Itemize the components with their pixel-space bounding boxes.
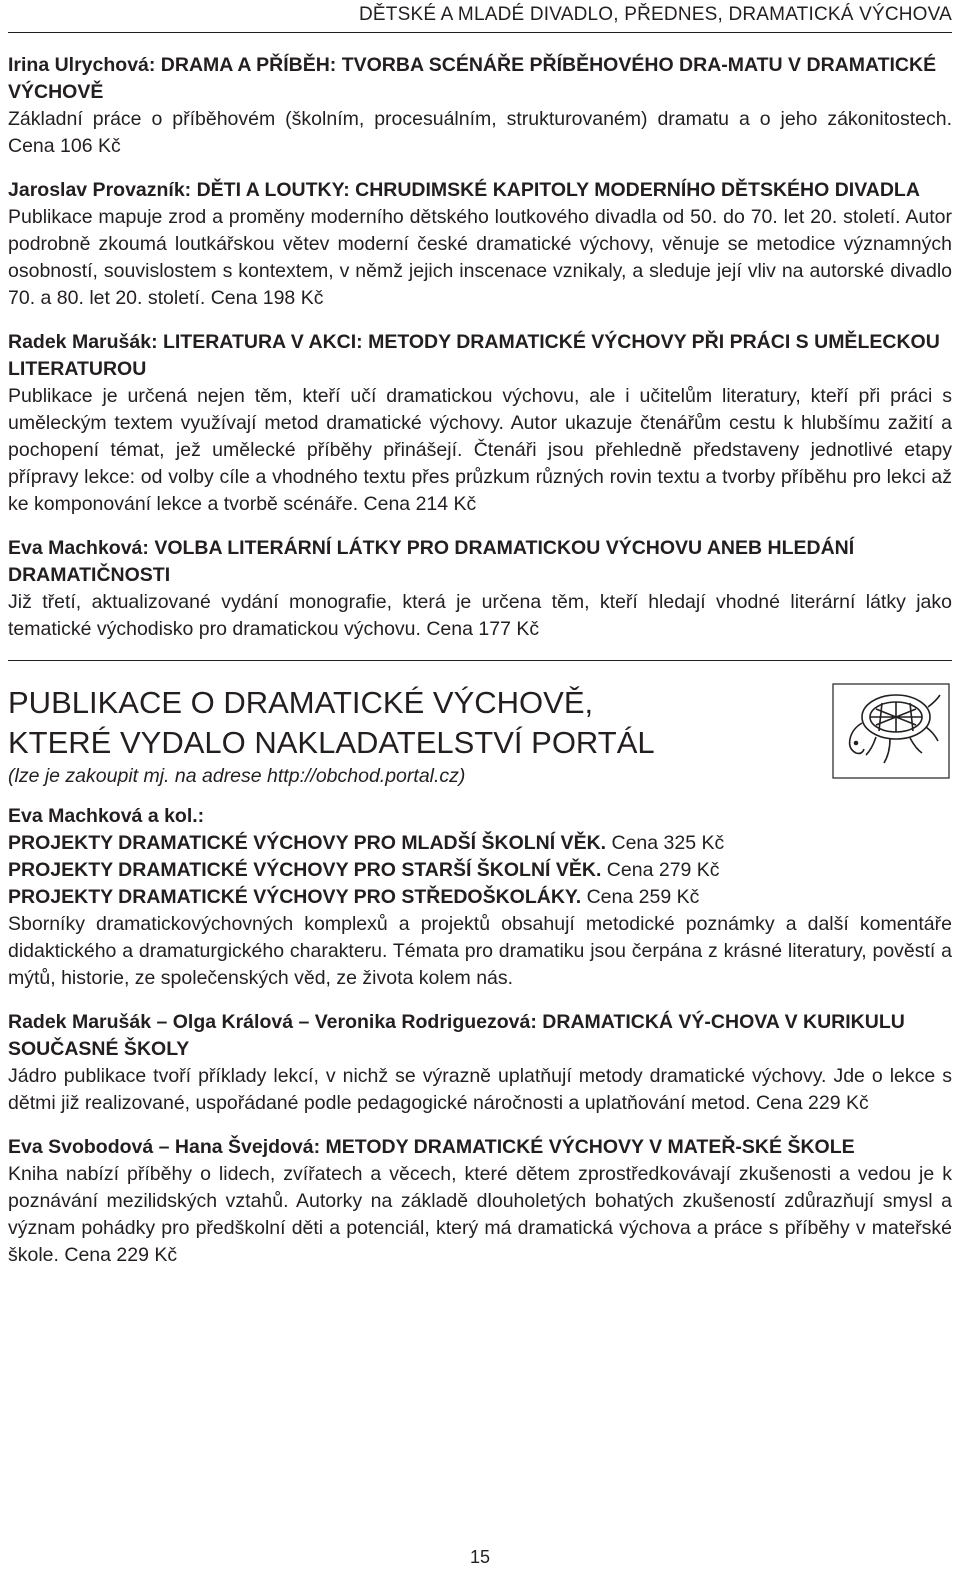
entry-text: Publikace mapuje zrod a proměny moderního dětského loutkového divadla od 50. do 70. let 20. století. Autor podrobně zkoumá loutkářskou větev moderní české dramatické výchovy, věnuje se metodice významných osobností, souvislostem s kontextem, v němž jejich inscenace vznikaly, a sleduje její vliv na autorské divadlo 70. a 80. let 20. století. Cena 198 Kč xyxy=(8,206,952,309)
projects-text: Sborníky dramatickovýchovných komplexů a projektů obsahují metodické poznámky a další komentáře didaktického a dramaturgického charakteru. Témata pro dramatiku jsou čerpána z krásné literatury, pověstí a mýtů, historie, ze společenských věd, ze života kolem nás. xyxy=(8,913,952,989)
project-title: PROJEKTY DRAMATICKÉ VÝCHOVY PRO STARŠÍ ŠKOLNÍ VĚK. xyxy=(8,859,602,881)
projects-author: Eva Machková a kol.: xyxy=(8,805,205,827)
project-line xyxy=(8,884,952,911)
project-price: Cena 259 Kč xyxy=(581,886,700,908)
entry-text: Základní práce o příběhovém (školním, procesuálním, strukturovaném) dramatu a o jeho zákonitostech. Cena 106 Kč xyxy=(8,108,952,157)
project-price: Cena 279 Kč xyxy=(601,859,720,881)
book-entry xyxy=(8,535,952,643)
section-divider xyxy=(8,660,952,661)
project-title: PROJEKTY DRAMATICKÉ VÝCHOVY PRO STŘEDOŠKOLÁKY. xyxy=(8,886,582,908)
entry-text: Jádro publikace tvoří příklady lekcí, v nichž se výrazně uplatňují metody dramatické výchovy. Jde o lekce s dětmi již realizované, uspořádané podle pedagogické náročnosti a uplatňování metod. Cena 229 Kč xyxy=(8,1065,952,1114)
entry-text: Kniha nabízí příběhy o lidech, zvířatech a věcech, které dětem zprostředkovávají zkušenosti a vedou je k poznávání mezilidských vztahů. Autorky na základě dlouholetých bohatých zkušeností zdůrazňují smysl a význam pohádky pro předškolní děti a potenciál, který má dramatická výchova a práce s příběhy v mateřské škole. Cena 229 Kč xyxy=(8,1163,952,1266)
project-line xyxy=(8,830,952,857)
entry-heading: Eva Svobodová – Hana Švejdová: METODY DRAMATICKÉ VÝCHOVY V MATEŘ-SKÉ ŠKOLE xyxy=(8,1136,855,1158)
book-entry xyxy=(8,177,952,312)
entry-text: Publikace je určená nejen těm, kteří učí dramatickou výchovu, ale i učitelům literatury, kteří při práci s uměleckým textem využívají metod dramatické výchovy. Autor ukazuje čtenářům cestu k hlubšímu zažití a pochopení témat, jež umělecké příběhy přinášejí. Čtenáři jsou přehledně představeny jednotlivé etapy přípravy lekce: od volby cíle a vhodného textu přes průzkum různých rovin textu a tvorby příběhu pro lekci až ke komponování lekce a tvorbě scénáře. Cena 214 Kč xyxy=(8,385,952,515)
book-entry xyxy=(8,1134,952,1269)
section-title-line2: KTERÉ VYDALO NAKLADATELSTVÍ PORTÁL xyxy=(8,725,655,760)
section-header xyxy=(8,683,952,803)
entry-heading: Irina Ulrychová: DRAMA A PŘÍBĚH: TVORBA SCÉNÁŘE PŘÍBĚHOVÉHO DRA-MATU V DRAMATICKÉ VÝCHOVĚ xyxy=(8,54,937,103)
entry-heading: Radek Marušák – Olga Králová – Veronika Rodriguezová: DRAMATICKÁ VÝ-CHOVA V KURIKULU SOUČASNÉ ŠKOLY xyxy=(8,1011,905,1060)
entry-heading: Jaroslav Provazník: DĚTI A LOUTKY: CHRUDIMSKÉ KAPITOLY MODERNÍHO DĚTSKÉHO DIVADLA xyxy=(8,179,920,201)
running-head: DĚTSKÉ A MLADÉ DIVADLO, PŘEDNES, DRAMATICKÁ VÝCHOVA xyxy=(8,0,952,33)
page-number: 15 xyxy=(469,1547,491,1567)
entry-text: Již třetí, aktualizované vydání monografie, která je určena těm, kteří hledají vhodné literární látky jako tematické východisko pro dramatickou výchovu. Cena 177 Kč xyxy=(8,591,952,640)
entry-heading: Radek Marušák: LITERATURA V AKCI: METODY DRAMATICKÉ VÝCHOVY PŘI PRÁCI S UMĚLECKOU LITERATUROU xyxy=(8,331,940,380)
project-line xyxy=(8,857,952,884)
entry-heading: Eva Machková: VOLBA LITERÁRNÍ LÁTKY PRO DRAMATICKOU VÝCHOVU ANEB HLEDÁNÍ DRAMATIČNOSTI xyxy=(8,537,855,586)
book-entry xyxy=(8,329,952,518)
projects-entry xyxy=(8,803,952,992)
section-title-line1: PUBLIKACE O DRAMATICKÉ VÝCHOVĚ, xyxy=(8,685,594,720)
project-title: PROJEKTY DRAMATICKÉ VÝCHOVY PRO MLADŠÍ ŠKOLNÍ VĚK. xyxy=(8,832,607,854)
section-subtitle: (lze je zakoupit mj. na adrese http://obchod.portal.cz) xyxy=(8,765,466,787)
book-entry xyxy=(8,52,952,160)
project-price: Cena 325 Kč xyxy=(606,832,725,854)
turtle-icon xyxy=(832,683,950,779)
book-entry xyxy=(8,1009,952,1117)
content xyxy=(8,52,952,1286)
